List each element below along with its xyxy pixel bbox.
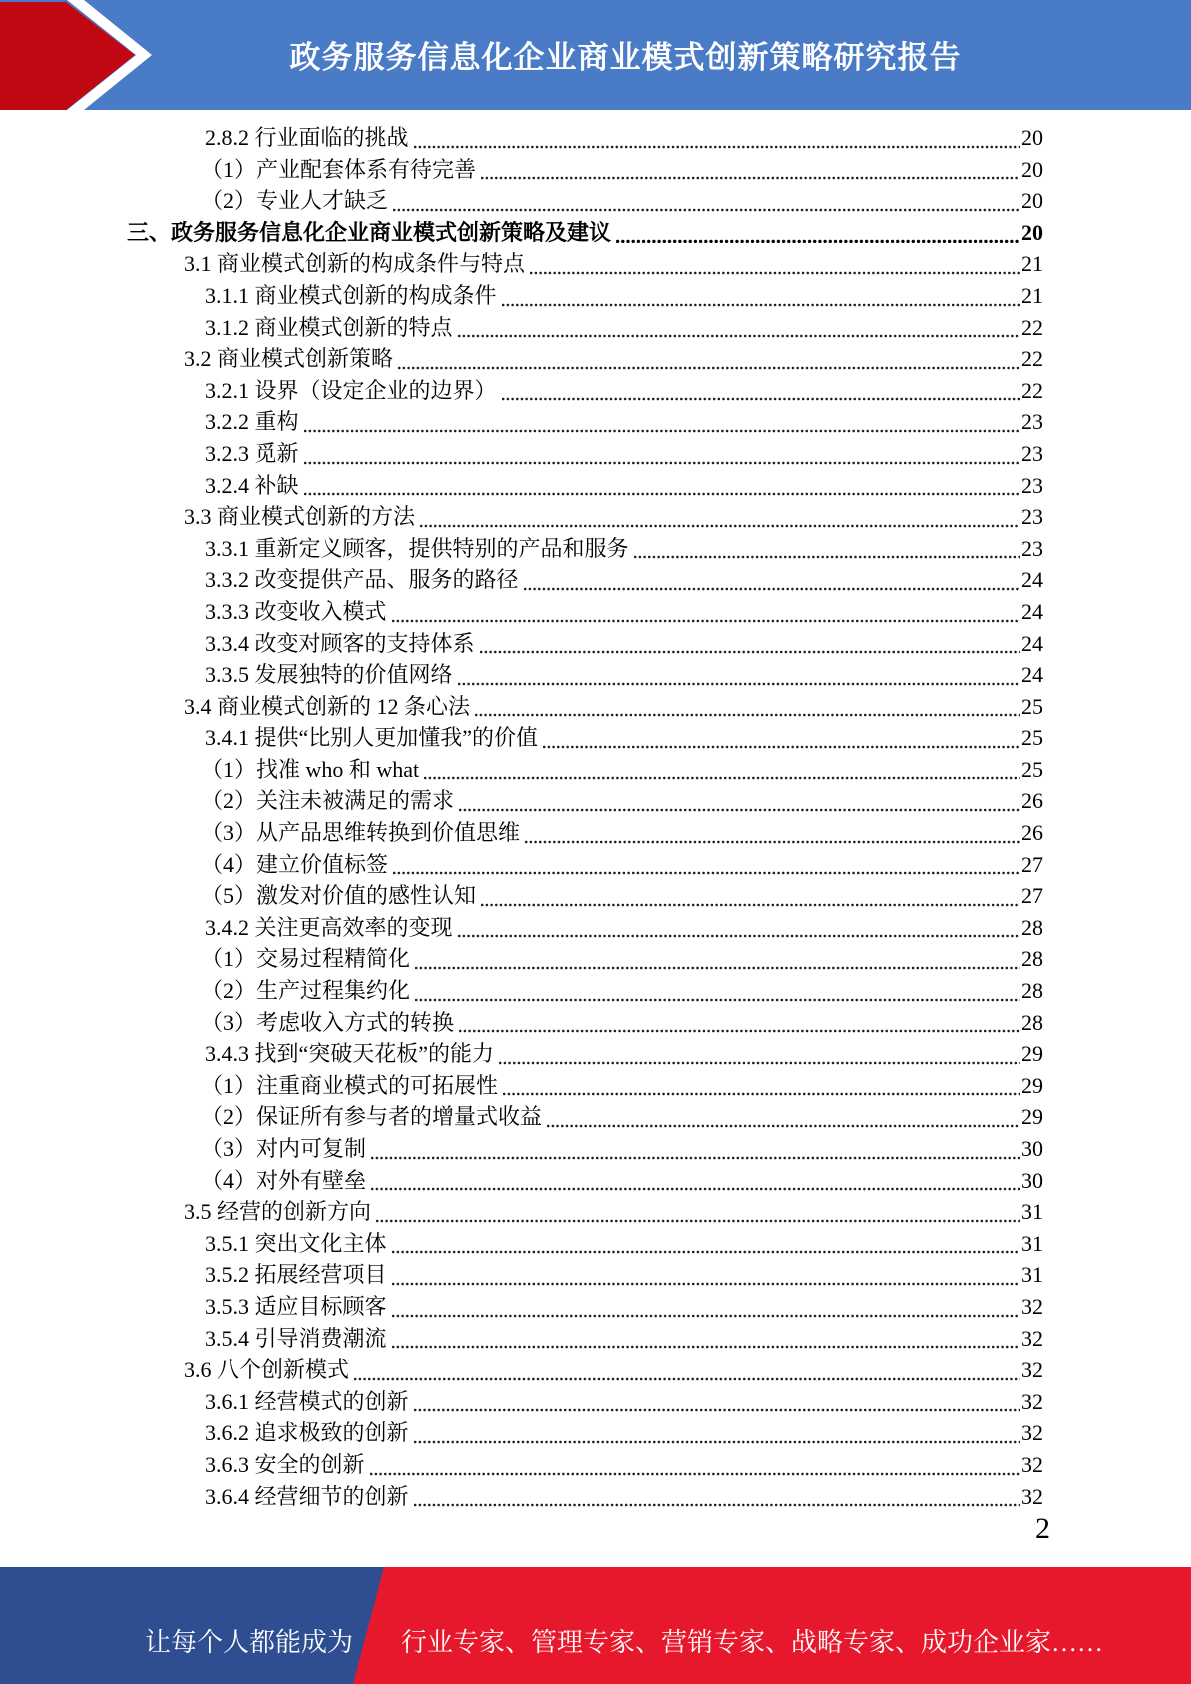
- toc-dotted-leader: [503, 1092, 1020, 1096]
- toc-entry-label: 3.5.1 突出文化主体: [205, 1230, 387, 1256]
- toc-dotted-leader: [530, 271, 1020, 275]
- toc-entry-page: 32: [1021, 1293, 1043, 1319]
- toc-entry[interactable]: [127, 1038, 1043, 1070]
- toc-entry-label: 2.8.2 行业面临的挑战: [205, 125, 409, 150]
- toc-entry[interactable]: [127, 312, 1043, 344]
- toc-entry-page: 23: [1021, 535, 1043, 561]
- toc-dotted-leader: [502, 397, 1020, 401]
- toc-entry-label: 3.3.1 重新定义顾客，提供特别的产品和服务: [205, 535, 629, 561]
- toc-entry-label: 3.4.3 找到“突破天花板”的能力: [205, 1041, 495, 1067]
- toc-entry[interactable]: [127, 217, 1043, 249]
- toc-entry[interactable]: [127, 1323, 1043, 1355]
- toc-dotted-leader: [415, 966, 1020, 970]
- toc-entry-page: 22: [1021, 346, 1043, 372]
- toc-entry-label: （3）考虑收入方式的转换: [201, 1009, 455, 1035]
- toc-entry-page: 23: [1021, 409, 1043, 435]
- toc-entry-label: 3.4 商业模式创新的 12 条心法: [184, 693, 471, 719]
- toc-entry[interactable]: [127, 1449, 1043, 1481]
- toc-entry[interactable]: [127, 912, 1043, 944]
- toc-entry[interactable]: [127, 501, 1043, 533]
- toc-dotted-leader: [393, 871, 1020, 875]
- toc-entry[interactable]: [127, 1386, 1043, 1418]
- toc-entry[interactable]: [127, 248, 1043, 280]
- toc-entry-label: 3.3.3 改变收入模式: [205, 598, 387, 624]
- toc-entry[interactable]: [127, 596, 1043, 628]
- toc-entry-page: 27: [1021, 851, 1043, 877]
- toc-entry-label: 3.5.3 适应目标顾客: [205, 1293, 387, 1319]
- toc-entry-label: （3）从产品思维转换到价值思维: [201, 820, 521, 846]
- toc-entry[interactable]: [127, 1101, 1043, 1133]
- toc-dotted-leader: [392, 619, 1020, 623]
- toc-entry-label: （1）注重商业模式的可拓展性: [201, 1072, 499, 1098]
- toc-dotted-leader: [634, 555, 1020, 559]
- toc-entry-page: 24: [1021, 598, 1043, 624]
- toc-entry[interactable]: [127, 343, 1043, 375]
- toc-entry[interactable]: [127, 564, 1043, 596]
- toc-entry[interactable]: [127, 375, 1043, 407]
- toc-entry-label: （1）找准 who 和 what: [201, 756, 420, 782]
- toc-entry-page: 23: [1021, 504, 1043, 530]
- toc-entry-page: 24: [1021, 662, 1043, 688]
- toc-entry[interactable]: [127, 849, 1043, 881]
- toc-dotted-leader: [414, 145, 1020, 149]
- toc-entry[interactable]: [127, 880, 1043, 912]
- toc-dotted-leader: [415, 998, 1020, 1002]
- toc-entry[interactable]: [127, 943, 1043, 975]
- toc-entry-label: 3.6.4 经营细节的创新: [205, 1483, 409, 1509]
- report-header-banner: [0, 0, 1191, 110]
- toc-entry[interactable]: [127, 1070, 1043, 1102]
- toc-entry[interactable]: [127, 154, 1043, 186]
- toc-dotted-leader: [304, 429, 1020, 433]
- toc-entry[interactable]: [127, 1133, 1043, 1165]
- toc-entry-label: （1）交易过程精简化: [201, 946, 411, 972]
- toc-dotted-leader: [459, 808, 1020, 812]
- toc-dotted-leader: [525, 840, 1020, 844]
- toc-entry-page: 28: [1021, 914, 1043, 940]
- toc-entry-page: 28: [1021, 978, 1043, 1004]
- toc-dotted-leader: [393, 208, 1020, 212]
- page-number: 2: [1035, 1512, 1050, 1545]
- toc-dotted-leader: [499, 1061, 1020, 1065]
- toc-entry-label: 3.1.1 商业模式创新的构成条件: [205, 282, 497, 308]
- toc-entry[interactable]: [127, 785, 1043, 817]
- toc-dotted-leader: [480, 650, 1020, 654]
- toc-entry-label: （2）关注未被满足的需求: [201, 788, 455, 814]
- toc-dotted-leader: [414, 1408, 1020, 1412]
- toc-dotted-leader: [420, 524, 1020, 528]
- toc-dotted-leader: [392, 1345, 1020, 1349]
- toc-entry-label: 3.3.5 发展独特的价值网络: [205, 662, 453, 688]
- toc-entry-label: （5）激发对价值的感性认知: [201, 883, 477, 909]
- toc-entry[interactable]: [127, 691, 1043, 723]
- toc-entry-label: （4）对外有壁垒: [201, 1167, 367, 1193]
- toc-entry-label: 3.3.2 改变提供产品、服务的路径: [205, 567, 519, 593]
- toc-entry-page: 28: [1021, 946, 1043, 972]
- toc-entry-page: 24: [1021, 567, 1043, 593]
- toc-entry-page: 32: [1021, 1420, 1043, 1446]
- toc-entry-label: 三、政务服务信息化企业商业模式创新策略及建议: [127, 219, 612, 245]
- toc-dotted-leader: [414, 1503, 1020, 1507]
- toc-dotted-leader: [458, 682, 1020, 686]
- toc-entry-label: 3.2.2 重构: [205, 409, 299, 435]
- toc-dotted-leader: [392, 1314, 1020, 1318]
- toc-entry-page: 22: [1021, 377, 1043, 403]
- toc-entry-label: 3.6.2 追求极致的创新: [205, 1420, 409, 1446]
- toc-entry-label: 3.4.1 提供“比别人更加懂我”的价值: [205, 725, 539, 751]
- toc-entry[interactable]: [127, 1196, 1043, 1228]
- toc-entry[interactable]: [127, 1259, 1043, 1291]
- toc-entry-label: 3.3.4 改变对顾客的支持体系: [205, 630, 475, 656]
- toc-entry-label: （2）专业人才缺乏: [201, 188, 389, 214]
- toc-entry-page: 32: [1021, 1483, 1043, 1509]
- toc-entry[interactable]: [127, 406, 1043, 438]
- toc-entry[interactable]: [127, 1007, 1043, 1039]
- toc-dotted-leader: [616, 239, 1020, 244]
- toc-entry-label: （4）建立价值标签: [201, 851, 389, 877]
- toc-dotted-leader: [459, 1029, 1020, 1033]
- toc-entry-page: 23: [1021, 472, 1043, 498]
- toc-entry-label: （2）生产过程集约化: [201, 978, 411, 1004]
- toc-entry-label: 3.2.1 设界（设定企业的边界）: [205, 377, 497, 403]
- toc-entry[interactable]: [127, 185, 1043, 217]
- toc-entry-page: 31: [1021, 1262, 1043, 1288]
- toc-entry-page: 30: [1021, 1167, 1043, 1193]
- toc-entry[interactable]: [127, 280, 1043, 312]
- toc-dotted-leader: [304, 492, 1020, 496]
- toc-entry[interactable]: [127, 438, 1043, 470]
- toc-dotted-leader: [543, 745, 1020, 749]
- toc-entry-label: 3.2.4 补缺: [205, 472, 299, 498]
- toc-dotted-leader: [392, 1282, 1020, 1286]
- toc-dotted-leader: [458, 934, 1020, 938]
- toc-entry-page: 20: [1021, 125, 1043, 150]
- toc-dotted-leader: [502, 303, 1020, 307]
- toc-entry-page: 32: [1021, 1388, 1043, 1414]
- toc-entry-page: 20: [1021, 156, 1043, 182]
- toc-entry-page: 31: [1021, 1199, 1043, 1225]
- toc-entry-page: 25: [1021, 756, 1043, 782]
- report-title: 政务服务信息化企业商业模式创新策略研究报告: [289, 40, 962, 75]
- toc-entry-page: 32: [1021, 1325, 1043, 1351]
- toc-entry[interactable]: [127, 754, 1043, 786]
- toc-dotted-leader: [304, 461, 1020, 465]
- toc-entry-page: 26: [1021, 820, 1043, 846]
- toc-dotted-leader: [424, 776, 1020, 780]
- table-of-contents: [127, 122, 1043, 1512]
- toc-entry-label: 3.5 经营的创新方向: [184, 1199, 372, 1225]
- toc-entry-label: （1）产业配套体系有待完善: [201, 156, 477, 182]
- toc-entry-page: 31: [1021, 1230, 1043, 1256]
- toc-entry-page: 29: [1021, 1104, 1043, 1130]
- toc-dotted-leader: [392, 1250, 1020, 1254]
- footer-slogan-right: 行业专家、管理专家、营销专家、战略专家、成功企业家……: [401, 1628, 1104, 1657]
- toc-entry[interactable]: [127, 1228, 1043, 1260]
- toc-dotted-leader: [458, 334, 1020, 338]
- toc-entry-label: （2）保证所有参与者的增量式收益: [201, 1104, 543, 1130]
- toc-entry-page: 29: [1021, 1041, 1043, 1067]
- toc-entry[interactable]: [127, 533, 1043, 565]
- toc-dotted-leader: [371, 1156, 1020, 1160]
- toc-entry-label: 3.6.3 安全的创新: [205, 1451, 365, 1477]
- toc-entry-label: 3.4.2 关注更高效率的变现: [205, 914, 453, 940]
- footer-banner: [0, 1567, 1191, 1684]
- toc-entry-label: 3.5.2 拓展经营项目: [205, 1262, 387, 1288]
- toc-entry-label: （3）对内可复制: [201, 1136, 367, 1161]
- toc-dotted-leader: [481, 176, 1020, 180]
- toc-dotted-leader: [547, 1124, 1020, 1128]
- toc-entry-page: 28: [1021, 1009, 1043, 1035]
- toc-entry-page: 26: [1021, 788, 1043, 814]
- toc-entry-label: 3.1 商业模式创新的构成条件与特点: [184, 251, 526, 277]
- toc-entry-page: 24: [1021, 630, 1043, 656]
- toc-entry-label: 3.3 商业模式创新的方法: [184, 504, 416, 530]
- toc-entry[interactable]: [127, 659, 1043, 691]
- toc-dotted-leader: [481, 903, 1020, 907]
- toc-entry-page: 27: [1021, 883, 1043, 909]
- toc-dotted-leader: [414, 1440, 1020, 1444]
- toc-entry-label: 3.6 八个创新模式: [184, 1357, 350, 1383]
- toc-entry-page: 25: [1021, 725, 1043, 751]
- footer-slogan-left: 让每个人都能成为: [145, 1628, 354, 1657]
- toc-entry[interactable]: [127, 975, 1043, 1007]
- toc-entry-label: 3.5.4 引导消费潮流: [205, 1325, 387, 1351]
- toc-entry-page: 32: [1021, 1357, 1043, 1383]
- toc-entry-page: 21: [1021, 251, 1043, 277]
- toc-entry-label: 3.2.3 觅新: [205, 440, 299, 466]
- toc-entry-page: 32: [1021, 1451, 1043, 1477]
- toc-entry[interactable]: [127, 628, 1043, 660]
- toc-entry-page: 21: [1021, 282, 1043, 308]
- toc-dotted-leader: [475, 713, 1020, 717]
- toc-entry[interactable]: [127, 1291, 1043, 1323]
- toc-entry-page: 22: [1021, 314, 1043, 340]
- toc-entry[interactable]: [127, 817, 1043, 849]
- toc-dotted-leader: [371, 1187, 1020, 1191]
- toc-dotted-leader: [398, 366, 1020, 370]
- toc-entry[interactable]: [127, 1165, 1043, 1197]
- toc-entry-page: 29: [1021, 1072, 1043, 1098]
- toc-entry[interactable]: [127, 470, 1043, 502]
- toc-entry[interactable]: [127, 1417, 1043, 1449]
- toc-dotted-leader: [524, 587, 1020, 591]
- toc-entry-page: 20: [1021, 219, 1043, 245]
- toc-dotted-leader: [370, 1472, 1020, 1476]
- toc-entry[interactable]: [127, 122, 1043, 154]
- toc-dotted-leader: [354, 1377, 1020, 1381]
- toc-entry-label: 3.6.1 经营模式的创新: [205, 1388, 409, 1414]
- toc-entry-page: 25: [1021, 693, 1043, 719]
- toc-entry-label: 3.1.2 商业模式创新的特点: [205, 314, 453, 340]
- toc-entry-page: 20: [1021, 188, 1043, 214]
- toc-entry-label: 3.2 商业模式创新策略: [184, 346, 394, 372]
- toc-entry[interactable]: [127, 722, 1043, 754]
- toc-entry[interactable]: [127, 1481, 1043, 1513]
- toc-entry-page: 23: [1021, 440, 1043, 466]
- toc-dotted-leader: [376, 1219, 1020, 1223]
- toc-entry-page: 30: [1021, 1136, 1043, 1161]
- toc-entry[interactable]: [127, 1354, 1043, 1386]
